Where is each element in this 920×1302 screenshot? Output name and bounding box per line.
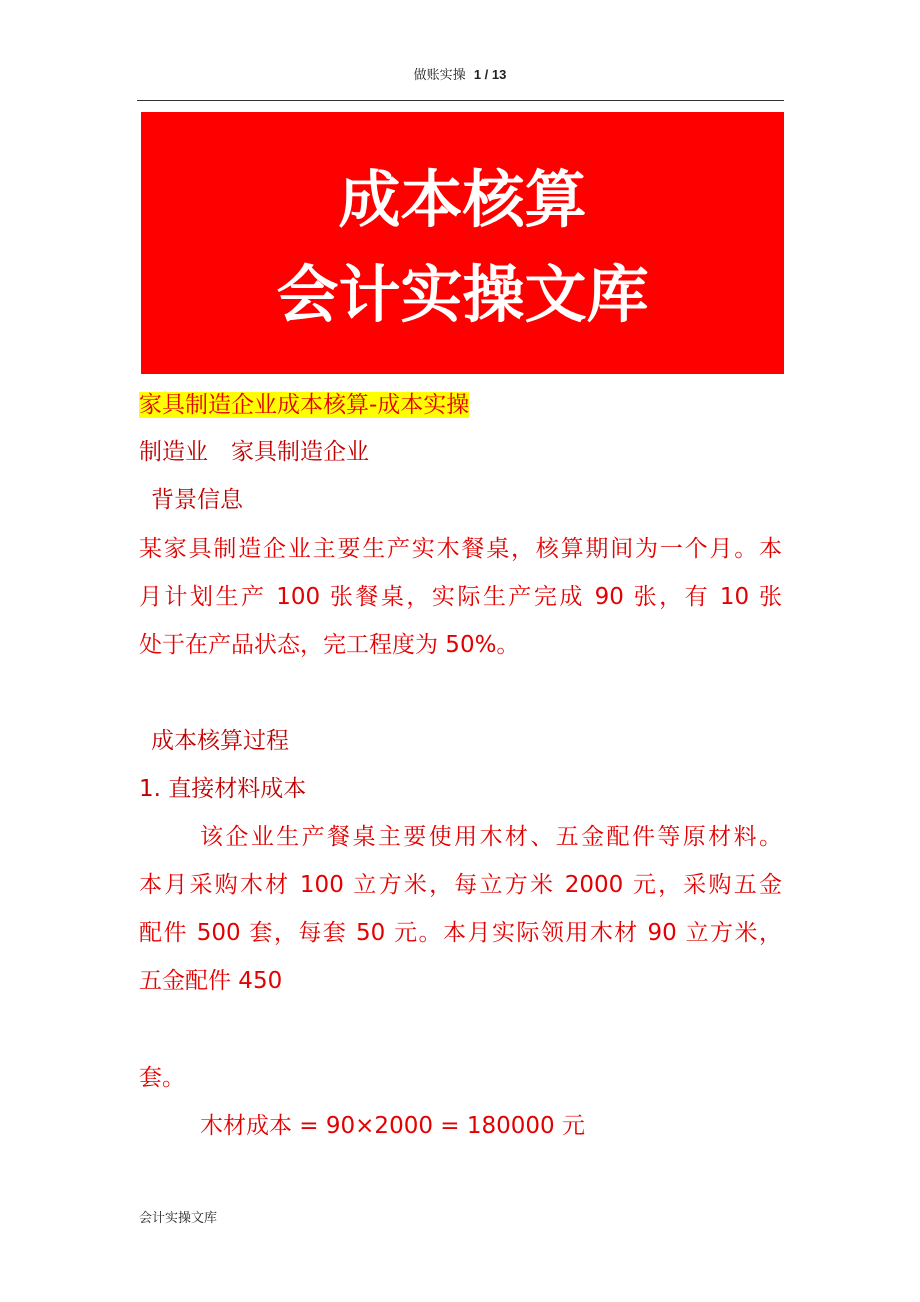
- page-header: [0, 64, 920, 83]
- category-line: 制造业 家具制造企业: [139, 439, 369, 465]
- page-footer: 会计实操文库: [139, 1211, 218, 1226]
- paragraph-line: 五金配件 450: [139, 968, 283, 994]
- header-title: 做账实操: [413, 68, 466, 83]
- page-number: 1 / 13: [473, 67, 507, 82]
- banner-title: 成本核算: [338, 163, 587, 236]
- paragraph-line: 配件 500 套，每套 50 元。本月实际领用木材 90 立方米，: [139, 920, 782, 946]
- section-heading-process: 成本核算过程: [151, 728, 289, 754]
- banner-subtitle: 会计实操文库: [276, 258, 649, 331]
- paragraph-line: 处于在产品状态，完工程度为 50%。: [139, 632, 520, 658]
- paragraph-line: 某家具制造企业主要生产实木餐桌，核算期间为一个月。本: [139, 536, 782, 562]
- paragraph-line: 月计划生产 100 张餐桌，实际生产完成 90 张，有 10 张: [139, 584, 782, 610]
- header-divider: [137, 100, 784, 101]
- item-title: 1. 直接材料成本: [139, 776, 307, 802]
- document-title: 家具制造企业成本核算-成本实操: [139, 392, 470, 418]
- paragraph-continuation: 套。: [139, 1065, 185, 1091]
- section-heading-background: 背景信息: [151, 487, 243, 513]
- paragraph-line: 本月采购木材 100 立方米，每立方米 2000 元，采购五金: [139, 872, 782, 898]
- cover-banner: [141, 112, 784, 374]
- formula-line: 木材成本 = 90×2000 = 180000 元: [200, 1113, 585, 1139]
- paragraph-line: 该企业生产餐桌主要使用木材、五金配件等原材料。: [200, 824, 782, 850]
